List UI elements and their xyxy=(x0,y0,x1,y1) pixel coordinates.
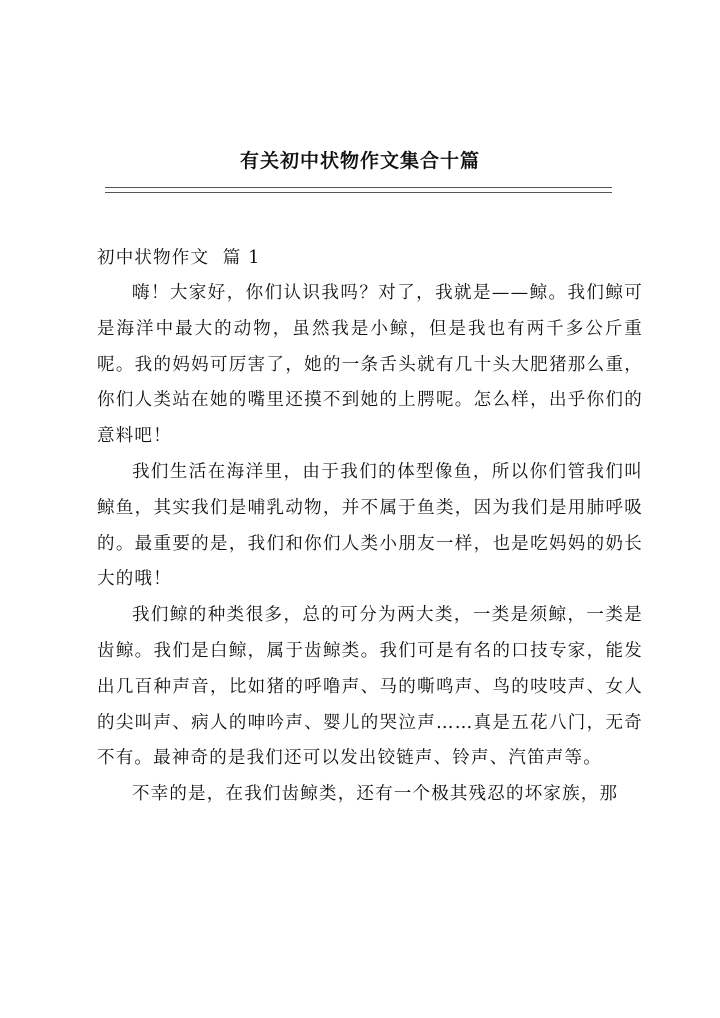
title-divider-top xyxy=(105,187,612,188)
paragraph: 嗨！大家好，你们认识我吗？对了，我就是——鲸。我们鲸可是海洋中最大的动物，虽然我是小鲸，但是我也有两千多公斤重呢。我的妈妈可厉害了，她的一条舌头就有几十头大肥猪那么重，你们人类站在她的嘴里还摸不到她的上腭呢。怎么样，出乎你们的意料吧！ xyxy=(97,283,643,447)
section-heading: 初中状物作文 篇 1 xyxy=(97,248,261,268)
paragraph: 我们鲸的种类很多，总的可分为两大类，一类是须鲸，一类是齿鲸。我们是白鲸，属于齿鲸类。我们可是有名的口技专家，能发出几百种声音，比如猪的呼噜声、马的嘶鸣声、鸟的吱吱声、女人的尖叫声、病人的呻吟声、婴儿的哭泣声……真是五花八门，无奇不有。最神奇的是我们还可以发出铰链声、铃声、汽笛声等。 xyxy=(97,605,643,769)
paragraph: 我们生活在海洋里，由于我们的体型像鱼，所以你们管我们叫鲸鱼，其实我们是哺乳动物，并不属于鱼类，因为我们是用肺呼吸的。最重要的是，我们和你们人类小朋友一样，也是吃妈妈的奶长大的哦！ xyxy=(97,461,643,590)
document-body xyxy=(97,240,643,813)
title-divider-bottom xyxy=(105,192,612,193)
paragraph: 不幸的是，在我们齿鲸类，还有一个极其残忍的坏家族，那 xyxy=(132,784,619,805)
document-title: 有关初中状物作文集合十篇 xyxy=(239,150,480,172)
